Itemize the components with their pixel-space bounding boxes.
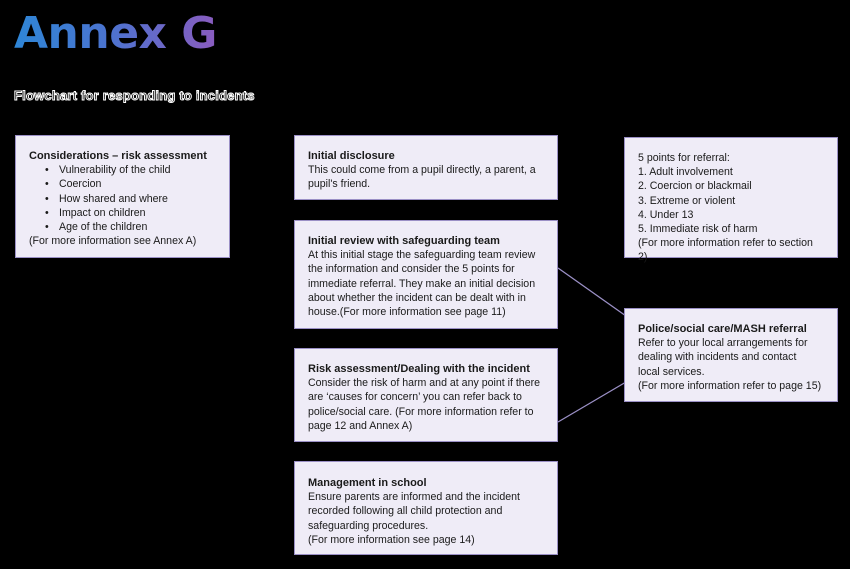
considerations-list <box>29 163 217 234</box>
box-text-line: 3. Extreme or violent <box>638 194 736 207</box>
box-text-line: Refer to your local arrangements for <box>638 337 808 350</box>
box-text-line: page 12 and Annex A) <box>308 419 413 432</box>
box-text-line: (For more information see page 14) <box>308 533 475 546</box>
considerations-heading: Considerations – risk assessment <box>29 150 207 162</box>
risk-assessment-box <box>294 348 558 442</box>
box-text-line: pupil's friend. <box>308 178 371 191</box>
connector-review-to-referral <box>558 268 626 316</box>
list-item: • Age of the children <box>59 220 217 234</box>
police-referral-box <box>624 308 838 402</box>
police-referral-heading: Police/social care/MASH referral <box>638 323 807 335</box>
box-text-line: dealing with incidents and contact <box>638 351 797 364</box>
risk-assessment-heading: Risk assessment/Dealing with the incident <box>308 363 530 375</box>
initial-disclosure-box <box>294 135 558 200</box>
box-text-line: 5 points for referral: <box>638 152 730 164</box>
initial-review-box <box>294 220 558 329</box>
box-text-line: immediate referral. They make an initial decision <box>308 277 536 290</box>
list-item: • Impact on children <box>59 206 217 220</box>
box-text-line: are ‘causes for concern’ you can refer back to <box>308 391 522 404</box>
five-points-box <box>624 137 838 264</box>
considerations-footer: (For more information see Annex A) <box>29 235 197 248</box>
box-text-line: Consider the risk of harm and at any point if there <box>308 377 541 390</box>
box-text-line: the information and consider the 5 points for <box>308 263 515 276</box>
management-box <box>294 461 558 555</box>
box-text-line: safeguarding procedures. <box>308 519 429 532</box>
list-item: • How shared and where <box>59 192 217 206</box>
box-text-line: 2. Coercion or blackmail <box>638 180 752 193</box>
initial-review-heading: Initial review with safeguarding team <box>308 235 500 247</box>
list-item: • Vulnerability of the child <box>59 163 217 177</box>
box-text-line: Ensure parents are informed and the incident <box>308 491 521 504</box>
box-text-line: local services. <box>638 365 705 378</box>
page-subtitle: Flowchart for responding to incidents <box>14 88 255 103</box>
box-text-line: At this initial stage the safeguarding team review <box>308 249 536 262</box>
list-item: • Coercion <box>59 177 217 191</box>
box-text-line: 5. Immediate risk of harm <box>638 223 758 236</box>
box-text-line: house.(For more information see page 11) <box>308 306 506 319</box>
connector-risk-to-referral <box>558 382 626 422</box>
box-text-line: recorded following all child protection and <box>308 505 503 518</box>
page-title: Annex G <box>14 8 217 59</box>
box-text-line: (For more information refer to section 2) <box>638 237 813 264</box>
box-text-line: about whether the incident can be dealt with in <box>308 291 526 304</box>
box-text-line: police/social care. (For more information refer to <box>308 405 534 418</box>
box-text-line: This could come from a pupil directly, a parent, a <box>308 164 536 177</box>
box-text-line: 4. Under 13 <box>638 208 694 221</box>
management-heading: Management in school <box>308 477 427 489</box>
box-text-line: (For more information refer to page 15) <box>638 379 822 392</box>
box-text-line: 1. Adult involvement <box>638 166 733 179</box>
initial-disclosure-heading: Initial disclosure <box>308 150 395 162</box>
considerations-box <box>15 135 230 258</box>
